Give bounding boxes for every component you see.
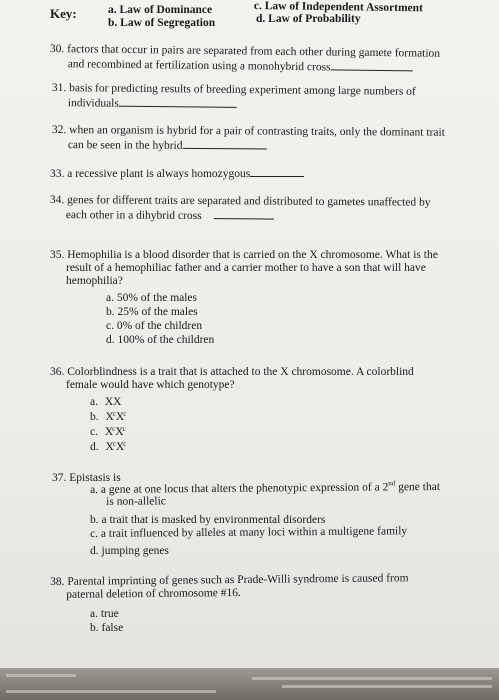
question-text: Epistasis is <box>69 472 121 484</box>
question-text: female would have which genotype? <box>66 379 235 391</box>
question-text: factors that occur in pairs are separated from each other during gamete formation <box>67 43 441 60</box>
question-text: and recombined at fertilization using a monohybrid cross <box>67 58 331 74</box>
page-edge-shadow <box>0 668 499 700</box>
question-text: can be seen in the hybrid <box>67 139 183 152</box>
question-number: 36. <box>50 366 65 378</box>
question-text: Hemophilia is a blood disorder that is carried on the X chromosome. What is the <box>67 249 438 261</box>
genotype: XX <box>104 396 122 408</box>
question-number: 33. <box>50 168 65 180</box>
allele-superscript: c <box>122 425 126 433</box>
question-text: basis for predicting results of breeding experiment among large numbers of <box>69 82 416 98</box>
option-37-a[interactable]: a. a gene at one locus that alters the phenotypic expression of a 2nd gene that is non-allelic <box>90 479 441 508</box>
answer-blank[interactable] <box>214 208 274 219</box>
question-text: Parental imprinting of genes such as Prade-Willi syndrome is caused from <box>67 572 409 588</box>
key-item-d: d. Law of Probability <box>256 13 361 25</box>
genotype: $X^cX^c$ <box>105 440 127 453</box>
option-35-c[interactable]: c. 0% of the children <box>106 320 203 332</box>
answer-blank[interactable] <box>119 96 237 108</box>
option-35-d[interactable]: d. 100% of the children <box>106 334 215 346</box>
question-number: 31. <box>51 82 67 95</box>
question-31 <box>52 82 416 114</box>
blur-line <box>6 690 216 693</box>
option-38-b[interactable]: b. false <box>90 622 124 634</box>
option-36-a[interactable] <box>90 396 121 408</box>
option-35-a[interactable]: a. 50% of the males <box>106 292 198 304</box>
question-34 <box>50 194 431 225</box>
question-32 <box>52 124 445 155</box>
key-label: Key: <box>50 6 77 21</box>
blur-line <box>282 685 492 688</box>
question-text: each other in a dihybrid cross <box>65 209 202 223</box>
blur-line <box>252 677 492 680</box>
allele-superscript: c <box>112 425 116 433</box>
answer-blank[interactable] <box>182 138 266 150</box>
key-item-a: a. Law of Dominance <box>108 4 213 16</box>
option-letter: d. <box>90 441 99 453</box>
question-33 <box>50 166 304 181</box>
option-36-c[interactable] <box>90 425 126 438</box>
option-38-a[interactable]: a. true <box>90 608 119 620</box>
genotype: $X^cX^c$ <box>105 410 127 423</box>
option-37-b[interactable]: b. a trait that is masked by environmental disorders <box>90 514 326 526</box>
option-letter: b. <box>90 411 99 423</box>
question-number: 34. <box>49 194 65 207</box>
question-35 <box>50 249 438 288</box>
question-text: individuals <box>67 97 119 110</box>
allele-superscript: c <box>123 440 127 448</box>
question-number: 37. <box>52 472 67 484</box>
question-text: paternal deletion of chromosome #16. <box>66 587 241 601</box>
answer-blank[interactable] <box>250 166 304 177</box>
option-36-d[interactable] <box>90 440 126 453</box>
option-letter: a. <box>90 396 98 408</box>
allele-superscript: c <box>112 410 116 418</box>
question-38 <box>50 572 409 602</box>
question-text: when an organism is hybrid for a pair of contrasting traits, only the dominant trait <box>69 124 445 139</box>
question-text: genes for different traits are separated and distributed to gametes unaffected by <box>67 194 431 209</box>
question-number: 32. <box>51 124 67 137</box>
option-letter: c. <box>90 426 98 438</box>
option-36-b[interactable] <box>90 410 126 423</box>
question-text: Colorblindness is a trait that is attached to the X chromosome. A colorblind <box>67 366 414 378</box>
question-30 <box>50 43 441 76</box>
question-number: 35. <box>50 249 65 261</box>
option-35-b[interactable]: b. 25% of the males <box>106 306 198 318</box>
question-number: 38. <box>50 575 65 588</box>
question-36 <box>50 366 414 392</box>
option-37-d[interactable]: d. jumping genes <box>90 545 169 557</box>
genotype: $X^cX^c$ <box>104 425 126 438</box>
question-number: 30. <box>49 43 65 56</box>
blurred-text-decoration <box>0 668 499 700</box>
question-text: hemophilia? <box>66 275 123 287</box>
question-text: result of a hemophiliac father and a carrier mother to have a son that will have <box>66 262 426 274</box>
question-text: a recessive plant is always homozygous <box>67 168 251 180</box>
key-item-c: c. Law of Independent Assortment <box>253 0 423 15</box>
allele-superscript: c <box>123 410 127 418</box>
key-item-b: b. Law of Segregation <box>108 17 216 29</box>
option-37-c[interactable]: c. a trait influenced by alleles at many loci within a multigene family <box>90 525 408 540</box>
blur-line <box>6 674 76 677</box>
allele-superscript: c <box>112 440 116 448</box>
answer-blank[interactable] <box>331 59 413 71</box>
